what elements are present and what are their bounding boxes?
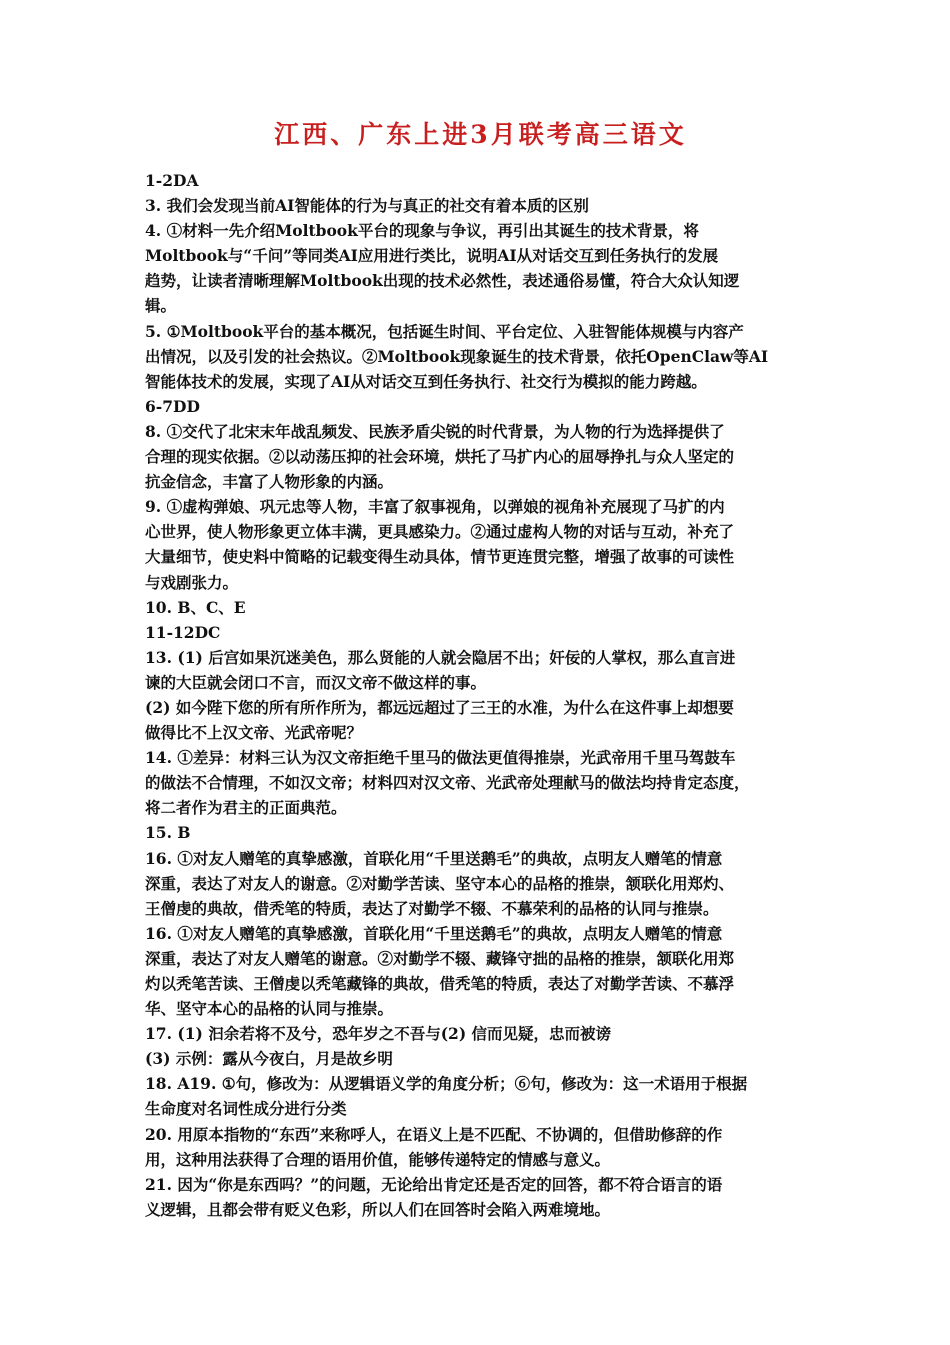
answer-line: 辑。 xyxy=(145,296,177,316)
answer-line: 生命度对名词性成分进行分类 xyxy=(145,1099,347,1119)
answer-line: (2) 如今陛下您的所有所作所为，都远远超过了三王的水准，为什么在这件事上却想要 xyxy=(145,697,734,717)
answer-line: 合理的现实依据。②以动荡压抑的社会环境，烘托了马扩内心的屈辱挣扎与众人坚定的 xyxy=(145,447,735,467)
answer-line: 趋势，让读者清晰理解Moltbook出现的技术必然性，表述通俗易懂，符合大众认知逻 xyxy=(145,271,740,291)
answer-line: 华、坚守本心的品格的认同与推崇。 xyxy=(145,999,394,1019)
answer-line: 1-2DA xyxy=(145,171,199,190)
answer-key-body xyxy=(145,168,816,1222)
answer-line: 出情况，以及引发的社会热议。②Moltbook现象诞生的技术背景，依托OpenClaw等AI xyxy=(145,346,769,366)
answer-line: 深重，表达了对友人赠笔的谢意。②对勤学不辍、藏锋守拙的品格的推崇，颔联化用郑 xyxy=(145,948,735,968)
answer-line: 的做法不合情理，不如汉文帝；材料四对汉文帝、光武帝处理献马的做法均持肯定态度， xyxy=(145,773,750,793)
answer-line: 义逻辑，且都会带有贬义色彩，所以人们在回答时会陷入两难境地。 xyxy=(145,1199,611,1219)
answer-line: 17. (1) 汩余若将不及兮，恐年岁之不吾与(2) 信而见疑，忠而被谤 xyxy=(145,1024,612,1044)
answer-line: 抗金信念，丰富了人物形象的内涵。 xyxy=(145,472,394,492)
answer-line: 做得比不上汉文帝、光武帝呢？ xyxy=(145,723,363,743)
answer-line: 深重，表达了对友人的谢意。②对勤学苦读、坚守本心的品格的推崇，颔联化用郑灼、 xyxy=(145,873,735,893)
answer-line: 14. ①差异：材料三认为汉文帝拒绝千里马的做法更值得推崇，光武帝用千里马驾鼓车 xyxy=(145,748,736,768)
answer-line: 用，这种用法获得了合理的语用价值，能够传递特定的情感与意义。 xyxy=(145,1149,611,1169)
answer-line: 11-12DC xyxy=(145,622,221,642)
answer-line: 9. ①虚构弹娘、巩元忠等人物，丰富了叙事视角，以弹娘的视角补充展现了马扩的内 xyxy=(145,497,725,517)
answer-line: 灼以秃笔苦读、王僧虔以秃笔藏锋的典故，借秃笔的特质，表达了对勤学苦读、不慕浮 xyxy=(145,974,735,993)
answer-line: (3) 示例：露从今夜白，月是故乡明 xyxy=(145,1049,393,1069)
answer-line: 13. (1) 后宫如果沉迷美色，那么贤能的人就会隐居不出；奸佞的人掌权，那么直言进 xyxy=(145,647,736,667)
answer-line: 心世界，使人物形象更立体丰满，更具感染力。②通过虚构人物的对话与互动，补充了 xyxy=(145,522,735,542)
page-title: 江西、广东上进3月联考高三语文 xyxy=(274,120,687,149)
answer-line: 21. 因为“你是东西吗？”的问题，无论给出肯定还是否定的回答，都不符合语言的语 xyxy=(145,1174,723,1194)
answer-line: 15. B xyxy=(145,823,191,843)
answer-line: 智能体技术的发展，实现了AI从对话交互到任务执行、社交行为模拟的能力跨越。 xyxy=(145,371,707,391)
answer-line: 4. ①材料一先介绍Moltbook平台的现象与争议，再引出其诞生的技术背景，将 xyxy=(145,221,699,241)
answer-line: 王僧虔的典故，借秃笔的特质，表达了对勤学不辍、不慕荣利的品格的认同与推崇。 xyxy=(145,898,719,918)
answer-line: 10. B、C、E xyxy=(145,597,246,617)
answer-line: 将二者作为君主的正面典范。 xyxy=(145,798,347,818)
answer-line: Moltbook与“千问”等同类AI应用进行类比，说明AI从对话交互到任务执行的发展 xyxy=(145,246,719,266)
answer-line: 5. ①Moltbook平台的基本概况，包括诞生时间、平台定位、入驻智能体规模与内容产 xyxy=(145,321,744,341)
answer-line: 8. ①交代了北宋末年战乱频发、民族矛盾尖锐的时代背景，为人物的行为选择提供了 xyxy=(145,421,725,441)
answer-line: 3. 我们会发现当前AI智能体的行为与真正的社交有着本质的区别 xyxy=(145,196,589,216)
answer-line: 18. A19. ①句，修改为：从逻辑语义学的角度分析；⑥句，修改为：这一术语用于根据 xyxy=(145,1074,748,1094)
answer-line: 大量细节，使史料中简略的记载变得生动具体，情节更连贯完整，增强了故事的可读性 xyxy=(145,547,735,567)
answer-line: 谏的大臣就会闭口不言，而汉文帝不做这样的事。 xyxy=(145,672,487,692)
answer-line: 20. 用原本指物的“东西”来称呼人，在语义上是不匹配、不协调的，但借助修辞的作 xyxy=(145,1124,723,1144)
answer-line: 16. ①对友人赠笔的真挚感激，首联化用“千里送鹅毛”的典故，点明友人赠笔的情意 xyxy=(145,923,723,943)
answer-line: 与戏剧张力。 xyxy=(145,572,239,592)
answer-line: 16. ①对友人赠笔的真挚感激，首联化用“千里送鹅毛”的典故，点明友人赠笔的情意 xyxy=(145,848,723,868)
answer-line: 6-7DD xyxy=(145,396,200,416)
